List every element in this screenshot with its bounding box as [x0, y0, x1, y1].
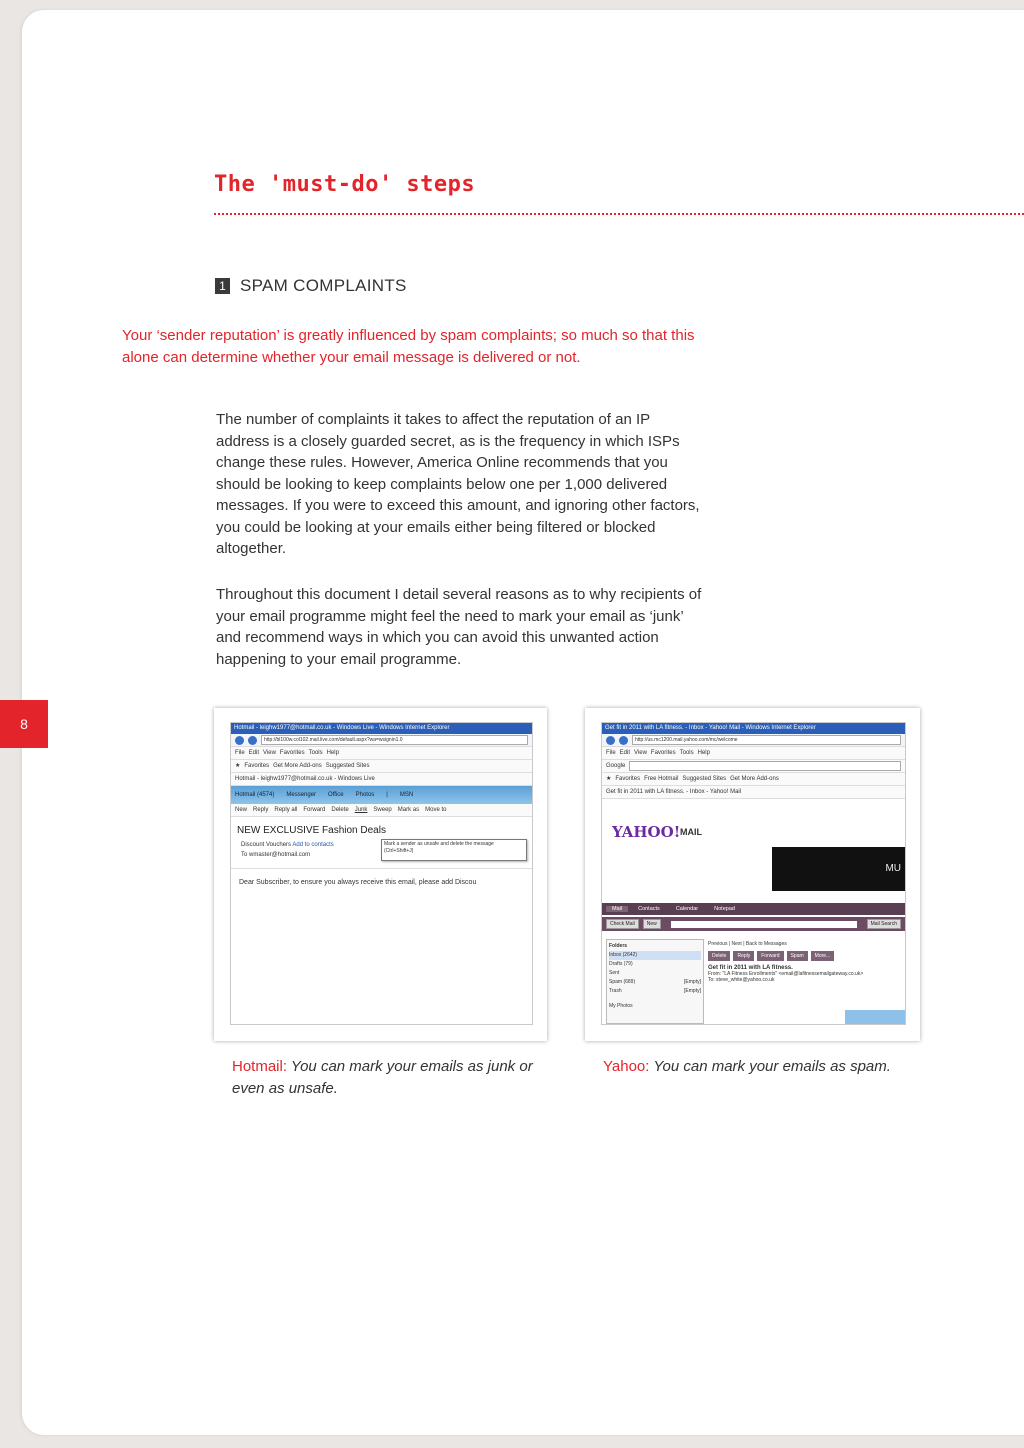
- action-more: More...: [811, 951, 835, 961]
- section-number: 1: [215, 278, 230, 294]
- hot-reply-all: Reply all: [274, 807, 298, 813]
- add-contacts-link: Add to contacts: [292, 842, 334, 848]
- nav-messenger: Messenger: [286, 792, 317, 798]
- menu-view: View: [634, 750, 647, 756]
- yahoo-caption: [603, 1056, 923, 1078]
- suggested-sites-link: Suggested Sites: [682, 776, 727, 782]
- favorites-label: Favorites: [244, 763, 270, 769]
- forward-icon: [248, 736, 257, 745]
- menu-help: Help: [326, 750, 339, 756]
- menu-help: Help: [697, 750, 710, 756]
- yahoo-logo: YAHOO!: [612, 823, 681, 841]
- menu-favorites: Favorites: [279, 750, 305, 756]
- nav-separator: |: [386, 792, 388, 798]
- yahoo-tab-strip: [602, 786, 905, 799]
- action-reply: Reply: [733, 951, 754, 961]
- folders-heading: Folders: [609, 943, 628, 949]
- nav-office: Office: [328, 792, 344, 798]
- yahoo-title-bar: Get fit in 2011 with LA fitness. - Inbox - Yahoo! Mail - Windows Internet Explorer: [602, 723, 905, 734]
- section-heading: [215, 276, 407, 296]
- hotmail-tab-strip: [231, 773, 532, 786]
- hotmail-subject: NEW EXCLUSIVE Fashion Deals: [237, 825, 386, 836]
- yahoo-folders: [606, 939, 704, 1024]
- page-title: The 'must-do' steps: [214, 172, 476, 197]
- hot-delete: Delete: [331, 807, 349, 813]
- junk-tooltip: Mark a sender as unsafe and delete the message (Ctrl+Shift+J): [381, 839, 527, 861]
- action-spam: Spam: [787, 951, 808, 961]
- page-number: 8: [20, 716, 28, 732]
- title-divider: [214, 213, 1024, 215]
- yahoo-tabs: [602, 903, 905, 915]
- hot-new: New: [235, 807, 248, 813]
- hotmail-browser-window: [230, 722, 533, 1025]
- hotmail-address-input: http://bl100w.col102.mail.live.com/default.aspx?wa=wsignin1.0: [261, 735, 528, 745]
- menu-file: File: [235, 750, 245, 756]
- hot-move-to: Move to: [425, 807, 447, 813]
- menu-file: File: [606, 750, 616, 756]
- hotmail-to: To wmaster@hotmail.com: [241, 852, 311, 858]
- hotmail-caption-brand: Hotmail:: [232, 1058, 288, 1075]
- free-hotmail-link: Free Hotmail: [644, 776, 679, 782]
- folder-sent: Sent: [609, 970, 620, 976]
- hotmail-tab: Hotmail - leighw1977@hotmail.co.uk - Windows Live: [235, 776, 375, 782]
- hotmail-toolbar: [231, 804, 532, 817]
- yahoo-favorites-bar: [602, 773, 905, 786]
- mail-search-input: [671, 921, 857, 928]
- tab-mail: Mail: [606, 906, 628, 912]
- yahoo-subbar: [602, 917, 905, 931]
- folder-trash: Trash: [609, 988, 622, 994]
- hotmail-screenshot: [214, 708, 547, 1041]
- nav-msn: MSN: [399, 792, 414, 798]
- back-icon: [606, 736, 615, 745]
- star-icon: ★: [606, 776, 612, 782]
- hot-sweep: Sweep: [373, 807, 392, 813]
- favorites-label: Favorites: [615, 776, 641, 782]
- menu-edit: Edit: [248, 750, 260, 756]
- hot-forward: Forward: [303, 807, 326, 813]
- section-label: SPAM COMPLAINTS: [240, 276, 407, 295]
- folder-inbox: Inbox (2642): [609, 951, 701, 960]
- message-subject: Get fit in 2011 with LA fitness.: [708, 965, 793, 971]
- nav-photos: Photos: [355, 792, 375, 798]
- menu-tools: Tools: [679, 750, 694, 756]
- message-nav: Previous | Next | Back to Messages: [708, 941, 787, 947]
- yahoo-screenshot: [585, 708, 920, 1041]
- yahoo-tab: Get fit in 2011 with LA fitness. - Inbox - Yahoo! Mail: [606, 789, 742, 795]
- message-actions: [708, 951, 901, 961]
- forward-icon: [619, 736, 628, 745]
- mail-search-button: Mail Search: [867, 919, 901, 929]
- hotmail-favorites-bar: [231, 760, 532, 773]
- hot-junk: Junk: [354, 807, 368, 813]
- empty-trash-link: [Empty]: [684, 988, 701, 994]
- get-addons-link: Get More Add-ons: [730, 776, 779, 782]
- hotmail-nav: [231, 786, 532, 804]
- sender-name: Discount Vouchers: [241, 842, 292, 848]
- tab-notepad: Notepad: [714, 906, 735, 912]
- hotmail-menu-bar: [231, 747, 532, 760]
- hot-mark-as: Mark as: [397, 807, 420, 813]
- folder-drafts: Drafts (79): [609, 961, 633, 967]
- lead-paragraph: Your ‘sender reputation’ is greatly influenced by spam complaints; so much so that this alone can determine whether your email message is delivered or not.: [122, 327, 695, 366]
- suggested-sites-link: Suggested Sites: [325, 763, 370, 769]
- empty-spam-link: [Empty]: [684, 979, 701, 985]
- tab-contacts: Contacts: [638, 906, 660, 912]
- message-to: To: steve_white@yahoo.co.uk: [708, 977, 775, 983]
- page-number-tab: [0, 700, 48, 748]
- star-icon: ★: [235, 763, 241, 769]
- yahoo-address-bar: [602, 734, 905, 747]
- body-paragraph-1: The number of complaints it takes to affect the reputation of an IP address is a closely guarded secret, as is the frequency in which ISPs change these rules. However, America Online recommends that you should be looking to keep complaints below one per 1,000 delivered messages. If you were to exceed this amount, and ignoring other factors, you could be looking at your emails either being filtered or blocked altogether.: [216, 411, 700, 557]
- google-toolbar-label: Google: [606, 763, 626, 769]
- yahoo-blue-block: [845, 1010, 905, 1024]
- menu-edit: Edit: [619, 750, 631, 756]
- nav-hotmail: Hotmail (4574): [235, 792, 275, 798]
- folder-trash-row: [609, 987, 701, 996]
- google-search-input: [629, 761, 901, 771]
- yahoo-menu-bar: [602, 747, 905, 760]
- yahoo-ad-banner: MU: [772, 847, 905, 891]
- body-paragraph-2: Throughout this document I detail several reasons as to why recipients of your email programme might feel the need to mark your email as ‘junk’ and recommend ways in which you can avoid this unwanted action happening to your email programme.: [216, 586, 702, 668]
- yahoo-google-bar: [602, 760, 905, 773]
- hot-reply: Reply: [253, 807, 269, 813]
- yahoo-address-input: http://us.mc1200.mail.yahoo.com/mc/welcome: [632, 735, 901, 745]
- back-icon: [235, 736, 244, 745]
- yahoo-browser-window: [601, 722, 906, 1025]
- check-mail-button: Check Mail: [606, 919, 639, 929]
- menu-favorites: Favorites: [650, 750, 676, 756]
- message-from: From: "LA Fitness Enrollments" <email@lafitnessemailgateway.co.uk>: [708, 971, 864, 977]
- menu-view: View: [263, 750, 276, 756]
- tab-calendar: Calendar: [675, 906, 699, 912]
- yahoo-caption-text: You can mark your emails as spam.: [649, 1058, 891, 1075]
- hotmail-address-bar: [231, 734, 532, 747]
- get-addons-link: Get More Add-ons: [273, 763, 322, 769]
- action-forward: Forward: [757, 951, 783, 961]
- yahoo-caption-brand: Yahoo:: [603, 1058, 650, 1075]
- hotmail-greeting: Dear Subscriber, to ensure you always receive this email, please add Discou: [231, 868, 532, 896]
- action-delete: Delete: [708, 951, 730, 961]
- hotmail-caption-text: You can mark your emails as junk or even as unsafe.: [232, 1058, 533, 1097]
- hotmail-title-bar: Hotmail - leighw1977@hotmail.co.uk - Windows Live - Windows Internet Explorer: [231, 723, 532, 734]
- yahoo-mail-label: MAIL: [680, 827, 702, 837]
- folder-spam: Spam (689): [609, 979, 636, 985]
- menu-tools: Tools: [308, 750, 323, 756]
- hotmail-caption: [232, 1056, 552, 1099]
- new-button: New: [643, 919, 661, 929]
- my-photos-link: My Photos: [609, 1003, 633, 1009]
- folder-spam-row: [609, 978, 701, 987]
